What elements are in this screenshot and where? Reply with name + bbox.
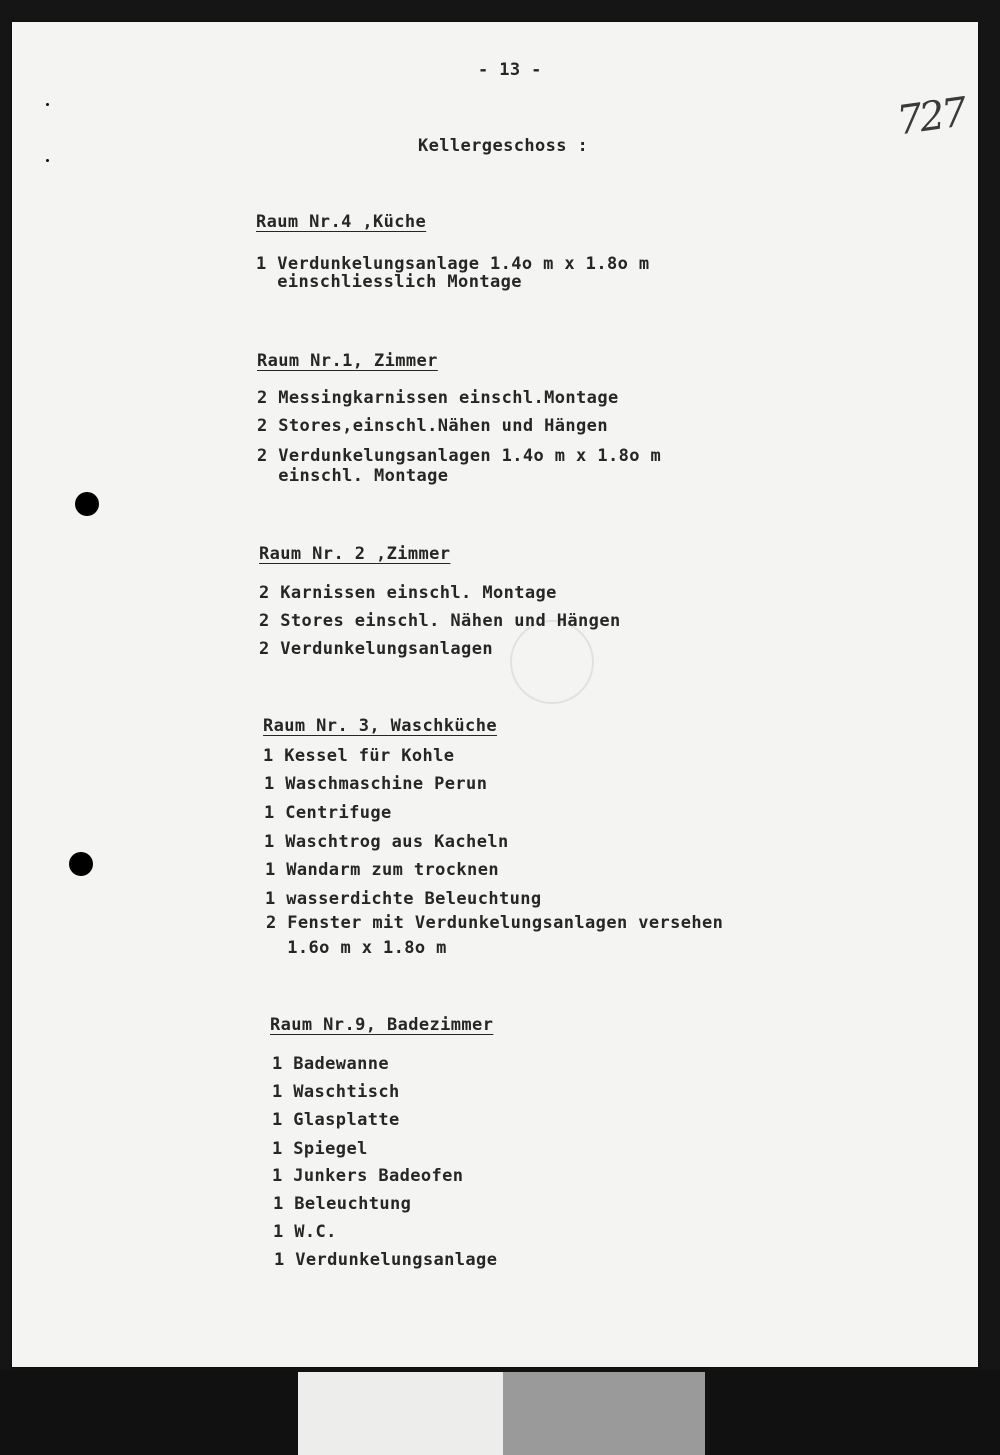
- list-item: 1 Spiegel: [272, 1139, 368, 1159]
- page-number: - 13 -: [478, 60, 542, 80]
- list-item: einschliesslich Montage: [256, 272, 522, 292]
- archive-label-grey: [503, 1372, 705, 1455]
- list-item: 1.6o m x 1.8o m: [266, 938, 447, 958]
- list-item: 1 Wandarm zum trocknen: [265, 860, 499, 880]
- list-item: 1 Kessel für Kohle: [263, 746, 455, 766]
- list-item: 1 Junkers Badeofen: [272, 1166, 464, 1186]
- list-item: 1 wasserdichte Beleuchtung: [265, 889, 542, 909]
- section-heading: Raum Nr. 3, Waschküche: [263, 716, 497, 736]
- list-item: 1 Waschtisch: [272, 1082, 400, 1102]
- list-item: 1 Waschtrog aus Kacheln: [264, 832, 509, 852]
- list-item: 1 Verdunkelungsanlage: [274, 1250, 498, 1270]
- faded-stamp: [510, 620, 594, 704]
- section-heading: Raum Nr. 2 ,Zimmer: [259, 544, 451, 564]
- list-item: 2 Messingkarnissen einschl.Montage: [257, 388, 619, 408]
- list-item: 1 Badewanne: [272, 1054, 389, 1074]
- punch-hole: [75, 492, 99, 516]
- section-heading: Raum Nr.4 ,Küche: [256, 212, 427, 232]
- list-item: 1 Waschmaschine Perun: [264, 774, 488, 794]
- floor-title: Kellergeschoss :: [418, 136, 589, 156]
- list-item: 1 W.C.: [273, 1222, 337, 1242]
- archive-label-white: [298, 1372, 503, 1455]
- list-item: 2 Stores einschl. Nähen und Hängen: [259, 611, 621, 631]
- list-item: 1 Glasplatte: [272, 1110, 400, 1130]
- list-item: einschl. Montage: [257, 466, 449, 486]
- list-item: 2 Karnissen einschl. Montage: [259, 583, 557, 603]
- list-item: 1 Beleuchtung: [273, 1194, 412, 1214]
- list-item: 2 Fenster mit Verdunkelungsanlagen versehen: [266, 913, 724, 933]
- margin-dot: [46, 159, 49, 162]
- handwritten-folio-number: 727: [894, 89, 968, 145]
- punch-hole: [69, 852, 93, 876]
- list-item: 2 Stores,einschl.Nähen und Hängen: [257, 416, 608, 436]
- list-item: 1 Verdunkelungsanlage 1.4o m x 1.8o m: [256, 254, 650, 274]
- list-item: 2 Verdunkelungsanlagen: [259, 639, 493, 659]
- list-item: 2 Verdunkelungsanlagen 1.4o m x 1.8o m: [257, 446, 662, 466]
- document-page: [12, 22, 978, 1367]
- margin-dot: [46, 103, 49, 106]
- section-heading: Raum Nr.9, Badezimmer: [270, 1015, 494, 1035]
- section-heading: Raum Nr.1, Zimmer: [257, 351, 438, 371]
- list-item: 1 Centrifuge: [264, 803, 392, 823]
